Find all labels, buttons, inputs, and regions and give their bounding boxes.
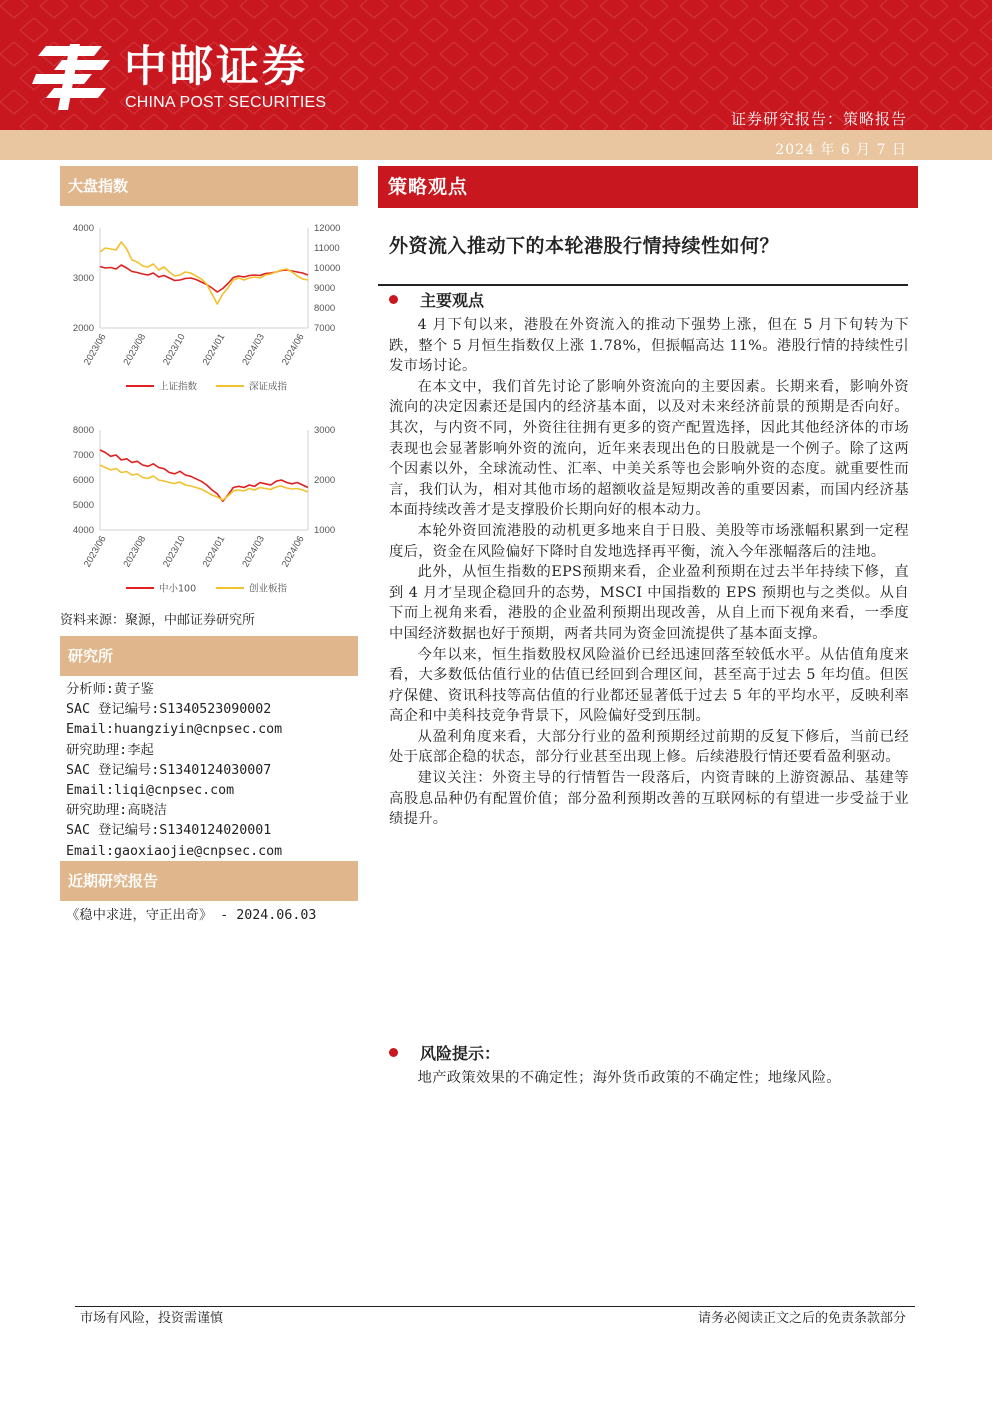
banner-pattern-shape: [440, 90, 468, 114]
banner-pattern-shape: [620, 18, 648, 42]
banner-pattern-shape: [920, 42, 948, 66]
banner-pattern-shape: [680, 42, 708, 66]
banner-pattern-shape: [920, 0, 948, 18]
banner-pattern-shape: [620, 114, 648, 130]
analyst-line: 研究助理:李起: [66, 742, 154, 758]
banner-pattern-shape: [960, 42, 988, 66]
banner-pattern-shape: [680, 0, 708, 18]
analyst-list: [66, 680, 366, 862]
banner-pattern-shape: [540, 66, 568, 90]
bullet-dot-icon: [389, 295, 398, 304]
x-tick-label: 2024/06: [279, 332, 307, 368]
banner-pattern-shape: [580, 66, 608, 90]
banner-pattern-shape: [940, 18, 968, 42]
banner-pattern-shape: [520, 42, 548, 66]
y-right-tick-label: 7000: [314, 323, 336, 334]
banner-pattern-shape: [780, 18, 808, 42]
legend-label: 上证指数: [159, 381, 198, 393]
china-post-logo-icon: [32, 40, 114, 112]
banner-pattern-shape: [20, 18, 48, 42]
banner-pattern-shape: [460, 114, 488, 130]
banner-pattern-shape: [800, 42, 828, 66]
banner-pattern-shape: [740, 66, 768, 90]
y-left-tick-label: 6000: [72, 475, 94, 486]
banner-pattern-shape: [540, 18, 568, 42]
y-left-tick-label: 5000: [72, 500, 94, 511]
banner-pattern-shape: [700, 114, 728, 130]
banner-pattern-shape: [280, 0, 308, 18]
risk-text: 地产政策效果的不确定性；海外货币政策的不确定性；地缘风险。: [417, 1070, 841, 1086]
paragraph: 4 月下旬以来，港股在外资流入的推动下强势上涨，但在 5 月下旬转为下跌，整个 5 月恒生指数仅上涨 1.78%，但振幅高达 11%。港股行情的持续性引发市场讨论。: [389, 317, 909, 375]
banner-pattern-shape: [360, 0, 388, 18]
banner-pattern-shape: [300, 18, 328, 42]
banner-pattern-shape: [780, 66, 808, 90]
analyst-line: 研究助理:高晓洁: [66, 803, 168, 819]
x-tick-label: 2024/01: [200, 534, 228, 570]
y-right-tick-label: 2000: [314, 475, 336, 486]
banner-pattern-shape: [20, 114, 48, 130]
chart-shanghai-shenzhen: [60, 214, 358, 399]
banner-pattern-shape: [220, 18, 248, 42]
report-type: 证券研究报告：策略报告: [730, 110, 907, 128]
banner-pattern-shape: [180, 114, 208, 130]
footer-left: 市场有风险，投资需谨慎: [80, 1311, 224, 1326]
banner-pattern-shape: [520, 0, 548, 18]
footer-divider: [75, 1306, 915, 1307]
analyst-email[interactable]: Email:gaoxiaojie@cnpsec.com: [66, 843, 283, 859]
banner-pattern-shape: [460, 18, 488, 42]
banner-pattern-shape: [400, 90, 428, 114]
chart-source: 资料来源：聚源，中邮证券研究所: [60, 613, 256, 628]
brand-name-en: CHINA POST SECURITIES: [125, 94, 327, 111]
banner-pattern-shape: [640, 0, 668, 18]
banner-pattern-shape: [500, 66, 528, 90]
banner-pattern-shape: [600, 0, 628, 18]
headline: 外资流入推动下的本轮港股行情持续性如何？: [389, 235, 780, 257]
series-line: [100, 242, 308, 304]
banner-pattern-shape: [820, 66, 848, 90]
banner-pattern-shape: [660, 114, 688, 130]
key-points-title: 主要观点: [420, 291, 485, 310]
banner-pattern-shape: [420, 114, 448, 130]
x-tick-label: 2023/06: [81, 534, 109, 570]
report-date: 2024 年 6 月 7 日: [775, 142, 907, 158]
banner-pattern-shape: [40, 0, 68, 18]
banner-pattern-shape: [420, 66, 448, 90]
x-tick-label: 2023/08: [121, 534, 149, 570]
y-left-tick-label: 8000: [72, 425, 94, 436]
banner-pattern-shape: [100, 114, 128, 130]
chart-svg-2: [60, 416, 358, 601]
header-banner: [0, 0, 992, 130]
paragraph: 本轮外资回流港股的动机更多地来自于日股、美股等市场涨幅积累到一定程度后，资金在风险偏好下降时自发地选择再平衡，流入今年涨幅落后的洼地。: [389, 522, 909, 560]
banner-pattern-shape: [240, 0, 268, 18]
banner-pattern-shape: [160, 0, 188, 18]
y-right-tick-label: 8000: [314, 303, 336, 314]
banner-pattern-shape: [0, 90, 28, 114]
banner-pattern-shape: [480, 0, 508, 18]
banner-pattern-shape: [340, 114, 368, 130]
banner-pattern-shape: [740, 18, 768, 42]
analyst-email[interactable]: Email:liqi@cnpsec.com: [66, 783, 235, 799]
banner-pattern-shape: [440, 0, 468, 18]
banner-pattern-shape: [360, 90, 388, 114]
banner-pattern-shape: [600, 42, 628, 66]
banner-pattern-shape: [460, 66, 488, 90]
market-index-title: 大盘指数: [60, 166, 358, 206]
y-right-tick-label: 9000: [314, 283, 336, 294]
banner-pattern-shape: [380, 66, 408, 90]
key-points-heading: [389, 290, 484, 312]
banner-pattern-shape: [720, 0, 748, 18]
banner-pattern-shape: [320, 42, 348, 66]
banner-pattern-shape: [840, 0, 868, 18]
banner-pattern-shape: [440, 42, 468, 66]
brand-name-cn: 中邮证券: [124, 42, 308, 92]
banner-pattern-shape: [860, 66, 888, 90]
banner-pattern-shape: [580, 114, 608, 130]
banner-pattern-shape: [560, 0, 588, 18]
series-line: [100, 265, 308, 292]
risk-body: [389, 1068, 909, 1089]
banner-pattern-shape: [560, 42, 588, 66]
banner-pattern-shape: [220, 114, 248, 130]
banner-pattern-shape: [500, 114, 528, 130]
y-right-tick-label: 1000: [314, 525, 336, 536]
analyst-email[interactable]: Email:huangziyin@cnpsec.com: [66, 722, 283, 738]
banner-pattern-shape: [100, 18, 128, 42]
banner-pattern-shape: [520, 90, 548, 114]
recent-reports-title: 近期研究报告: [60, 861, 358, 901]
banner-pattern-shape: [60, 114, 88, 130]
banner-pattern-shape: [340, 18, 368, 42]
banner-pattern-shape: [640, 42, 668, 66]
section-title: 策略观点: [378, 166, 918, 208]
risk-heading: [389, 1043, 500, 1065]
banner-pattern-shape: [900, 66, 928, 90]
paragraph: 在本文中，我们首先讨论了影响外资流向的主要因素。长期来看，影响外资流向的决定因素还是国内的经济基本面，以及对未来经济前景的预期是否向好。其次，与内资不同，外资往往拥有更多的资产配置选择，因此其他经济体的市场表现也会显著影响外资的流向，近年来表现出色的日股就是一个例子。除了这两个因素以外，全球流动性、汇率、中美关系等也会影响外资的态度。就重要性而言，我们认为，相对其他市场的超额收益是短期改善的重要因素，而国内经济基本面持续改善才是支撑股价长期向好的根本动力。: [389, 378, 909, 519]
risk-title: 风险提示：: [420, 1044, 501, 1063]
banner-pattern-shape: [120, 0, 148, 18]
banner-pattern-shape: [820, 18, 848, 42]
banner-pattern-shape: [140, 18, 168, 42]
analyst-line: SAC 登记编号:S1340523090002: [66, 702, 272, 718]
legend-label: 深证成指: [249, 381, 288, 393]
banner-pattern-shape: [0, 0, 28, 18]
banner-pattern-shape: [400, 42, 428, 66]
paragraph: 今年以来，恒生指数股权风险溢价已经迅速回落至较低水平。从估值角度来看，大多数低估值行业的估值已经回到合理区间，甚至高于过去 5 年均值。但医疗保健、资讯科技等高估值的行业都还显著低于过去 5 年的平均水平，反映利率高企和中美科技竞争背景下，风险偏好受到压制。: [389, 646, 909, 725]
headline-divider: [378, 284, 908, 286]
x-tick-label: 2024/01: [200, 332, 228, 368]
y-left-tick-label: 7000: [72, 450, 94, 461]
banner-pattern-shape: [580, 18, 608, 42]
banner-pattern-shape: [860, 18, 888, 42]
banner-pattern-shape: [640, 90, 668, 114]
banner-pattern-shape: [760, 42, 788, 66]
banner-pattern-shape: [720, 42, 748, 66]
banner-pattern-shape: [940, 66, 968, 90]
banner-pattern-shape: [360, 42, 388, 66]
banner-pattern-shape: [880, 42, 908, 66]
bullet-dot-icon: [389, 1048, 398, 1057]
footer-right: 请务必阅读正文之后的免责条款部分: [697, 1311, 906, 1326]
banner-pattern-shape: [260, 114, 288, 130]
chart-svg-1: [60, 214, 358, 399]
legend-label: 创业板指: [249, 583, 288, 595]
paragraph: 此外，从恒生指数的EPS预期来看，企业盈利预期在过去半年持续下修，直到 4 月才呈现企稳回升的态势，MSCI 中国指数的 EPS 预期也与之类似。从自下而上视角来看，港股的企业盈利预期出现改善，从自上而下视角来看，一季度中国经济数据也好于预期，两者共同为资金回流提供了基本面支撑。: [389, 564, 909, 642]
x-tick-label: 2024/06: [279, 534, 307, 570]
banner-pattern-shape: [140, 114, 168, 130]
banner-pattern-shape: [980, 66, 992, 90]
research-title: 研究所: [60, 636, 358, 676]
recent-report-item[interactable]: 《稳中求进，守正出奇》 - 2024.06.03: [66, 908, 317, 923]
banner-pattern-shape: [600, 90, 628, 114]
banner-pattern-shape: [980, 18, 992, 42]
banner-pattern-shape: [920, 90, 948, 114]
chart-sme-gem: [60, 416, 358, 601]
y-right-tick-label: 10000: [314, 263, 341, 274]
y-left-tick-label: 4000: [72, 223, 94, 234]
y-right-tick-label: 11000: [314, 243, 340, 254]
x-tick-label: 2023/10: [161, 534, 188, 570]
banner-pattern-shape: [60, 18, 88, 42]
analyst-line: 分析师:黄子鉴: [66, 682, 154, 697]
paragraph: 建议关注：外资主导的行情暂告一段落后，内资青睐的上游资源品、基建等高股息品种仍有配置价值；部分盈利预期改善的互联网标的有望进一步受益于业绩提升。: [389, 770, 909, 828]
banner-pattern-shape: [260, 18, 288, 42]
banner-pattern-shape: [940, 114, 968, 130]
y-left-tick-label: 3000: [72, 273, 94, 284]
analyst-line: SAC 登记编号:S1340124020001: [66, 823, 272, 839]
analyst-line: SAC 登记编号:S1340124030007: [66, 762, 272, 778]
banner-pattern-shape: [980, 114, 992, 130]
banner-pattern-shape: [960, 0, 988, 18]
banner-pattern-shape: [760, 0, 788, 18]
y-left-tick-label: 4000: [72, 525, 94, 536]
banner-pattern-shape: [680, 90, 708, 114]
banner-pattern-shape: [800, 0, 828, 18]
banner-pattern-shape: [80, 0, 108, 18]
banner-pattern-shape: [560, 90, 588, 114]
banner-pattern-shape: [200, 0, 228, 18]
banner-pattern-shape: [320, 0, 348, 18]
x-tick-label: 2023/08: [121, 332, 149, 368]
banner-pattern-shape: [180, 18, 208, 42]
banner-pattern-shape: [660, 66, 688, 90]
y-right-tick-label: 3000: [314, 425, 336, 436]
x-tick-label: 2023/10: [161, 332, 188, 368]
banner-pattern-shape: [300, 114, 328, 130]
x-tick-label: 2024/03: [240, 332, 267, 368]
banner-pattern-shape: [380, 114, 408, 130]
banner-pattern-shape: [380, 18, 408, 42]
banner-pattern-shape: [340, 66, 368, 90]
key-points-body: [389, 315, 909, 830]
x-tick-label: 2023/06: [81, 332, 109, 368]
banner-pattern-shape: [880, 0, 908, 18]
banner-pattern-shape: [480, 42, 508, 66]
banner-pattern-shape: [960, 90, 988, 114]
x-tick-label: 2024/03: [240, 534, 267, 570]
banner-pattern-shape: [480, 90, 508, 114]
banner-pattern-shape: [500, 18, 528, 42]
series-line: [100, 450, 308, 501]
banner-pattern-shape: [400, 0, 428, 18]
banner-pattern-shape: [700, 66, 728, 90]
paragraph: 从盈利角度来看，大部分行业的盈利预期经过前期的反复下修后，当前已经处于底部企稳的状态，部分行业甚至出现上修。后续港股行情还要看盈利驱动。: [389, 728, 909, 766]
banner-pattern-shape: [840, 42, 868, 66]
banner-pattern-shape: [420, 18, 448, 42]
banner-pattern-shape: [620, 66, 648, 90]
banner-pattern-shape: [660, 18, 688, 42]
banner-pattern-shape: [540, 114, 568, 130]
banner-pattern-shape: [700, 18, 728, 42]
y-right-tick-label: 12000: [314, 223, 341, 234]
banner-pattern-shape: [900, 18, 928, 42]
y-left-tick-label: 2000: [72, 323, 94, 334]
legend-label: 中小100: [159, 583, 197, 595]
banner-pattern-shape: [0, 42, 28, 66]
